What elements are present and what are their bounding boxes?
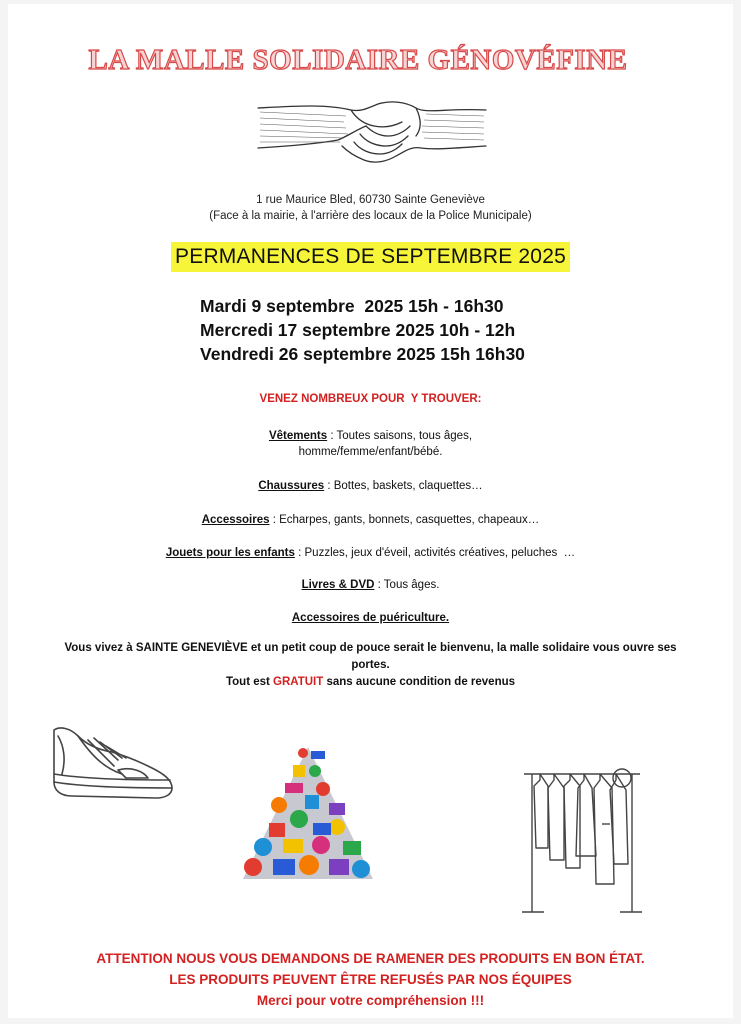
item-puericulture	[8, 610, 733, 626]
notice-line: Vous vivez à SAINTE GENEVIÈVE et un petit coup de pouce serait le bienvenu, la malle solidaire vous ouvre ses portes.	[64, 642, 677, 671]
attention-thanks: Merci pour votre compréhension !!!	[256, 993, 485, 1008]
item-text: : Bottes, baskets, claquettes…	[324, 480, 483, 492]
toy-pile-illustration	[233, 739, 383, 889]
item-text: : Tous âges.	[374, 579, 440, 591]
item-label: Chaussures	[258, 480, 325, 492]
item-label: Accessoires de puériculture.	[291, 612, 450, 624]
clothes-rack-illustration	[518, 764, 648, 919]
date-item: Mercredi 17 septembre 2025 10h - 12h	[200, 320, 516, 340]
flyer-title: LA MALLE SOLIDAIRE GÉNOVÉFINE	[88, 44, 628, 76]
item-livres	[8, 577, 733, 593]
item-vetements	[8, 428, 733, 460]
permanences-heading-wrap	[8, 242, 733, 272]
address-directions: (Face à la mairie, à l'arrière des locaux de la Police Municipale)	[209, 210, 532, 222]
address-block	[8, 192, 733, 224]
item-text: : Toutes saisons, tous âges,	[327, 430, 473, 442]
attention-block	[8, 948, 733, 1011]
item-accessoires	[8, 512, 733, 528]
date-item: Mardi 9 septembre 2025 15h - 16h30	[200, 296, 504, 316]
handshake-illustration	[256, 96, 488, 168]
address-line: 1 rue Maurice Bled, 60730 Sainte Geneviève	[256, 194, 485, 206]
attention-line: LES PRODUITS PEUVENT ÊTRE REFUSÉS PAR NOS ÉQUIPES	[169, 972, 572, 987]
item-text: : Puzzles, jeux d'éveil, activités créatives, peluches …	[294, 547, 576, 559]
dates-list	[200, 294, 525, 366]
gratuit-highlight: GRATUIT	[273, 676, 324, 688]
item-text: : Echarpes, gants, bonnets, casquettes, chapeaux…	[269, 514, 540, 526]
item-label: Vêtements	[268, 430, 328, 442]
item-label: Livres & DVD	[301, 579, 375, 591]
flyer-page	[8, 4, 733, 1018]
item-jouets	[8, 545, 733, 561]
item-label: Jouets pour les enfants	[165, 547, 295, 559]
item-text-continued: homme/femme/enfant/bébé.	[298, 446, 443, 458]
notice-block	[48, 640, 693, 691]
item-label: Accessoires	[201, 514, 270, 526]
venez-heading: VENEZ NOMBREUX POUR Y TROUVER:	[259, 393, 482, 405]
attention-line: ATTENTION NOUS VOUS DEMANDONS DE RAMENER DES PRODUITS EN BON ÉTAT.	[96, 951, 645, 966]
notice-free-line: Tout est GRATUIT sans aucune condition de revenus	[225, 676, 516, 688]
item-chaussures	[8, 478, 733, 494]
date-item: Vendredi 26 septembre 2025 15h 16h30	[200, 344, 525, 364]
sneaker-illustration	[48, 716, 178, 808]
permanences-heading: PERMANENCES DE SEPTEMBRE 2025	[171, 242, 570, 272]
